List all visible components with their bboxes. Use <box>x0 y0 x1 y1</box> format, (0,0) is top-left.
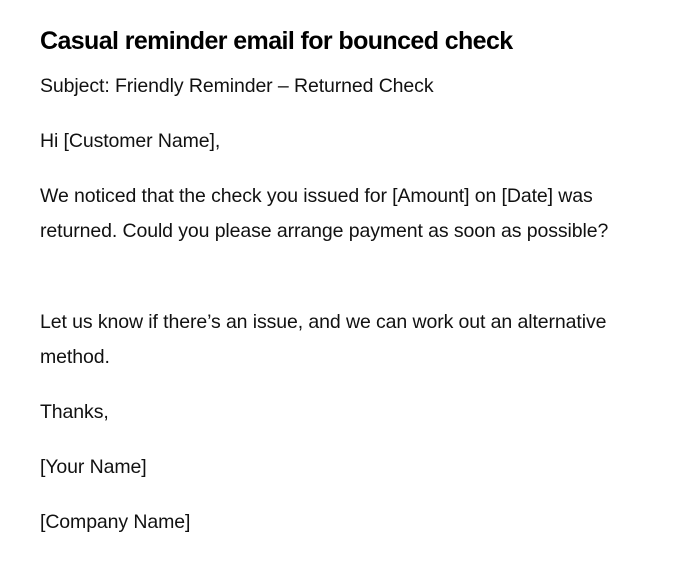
signature-name: [Your Name] <box>40 456 147 478</box>
document-title: Casual reminder email for bounced check <box>40 27 513 55</box>
email-body-paragraph: Let us know if there’s an issue, and we can work out an alternative method. <box>40 311 607 368</box>
signature-company: [Company Name] <box>40 511 191 533</box>
email-closing: Thanks, <box>40 401 109 423</box>
email-greeting: Hi [Customer Name], <box>40 130 221 152</box>
email-body-paragraph: We noticed that the check you issued for [Amount] on [Date] was returned. Could you please arrange payment as soon as possible? <box>40 185 609 242</box>
email-template-document <box>40 24 660 533</box>
email-subject: Subject: Friendly Reminder – Returned Check <box>40 75 434 97</box>
